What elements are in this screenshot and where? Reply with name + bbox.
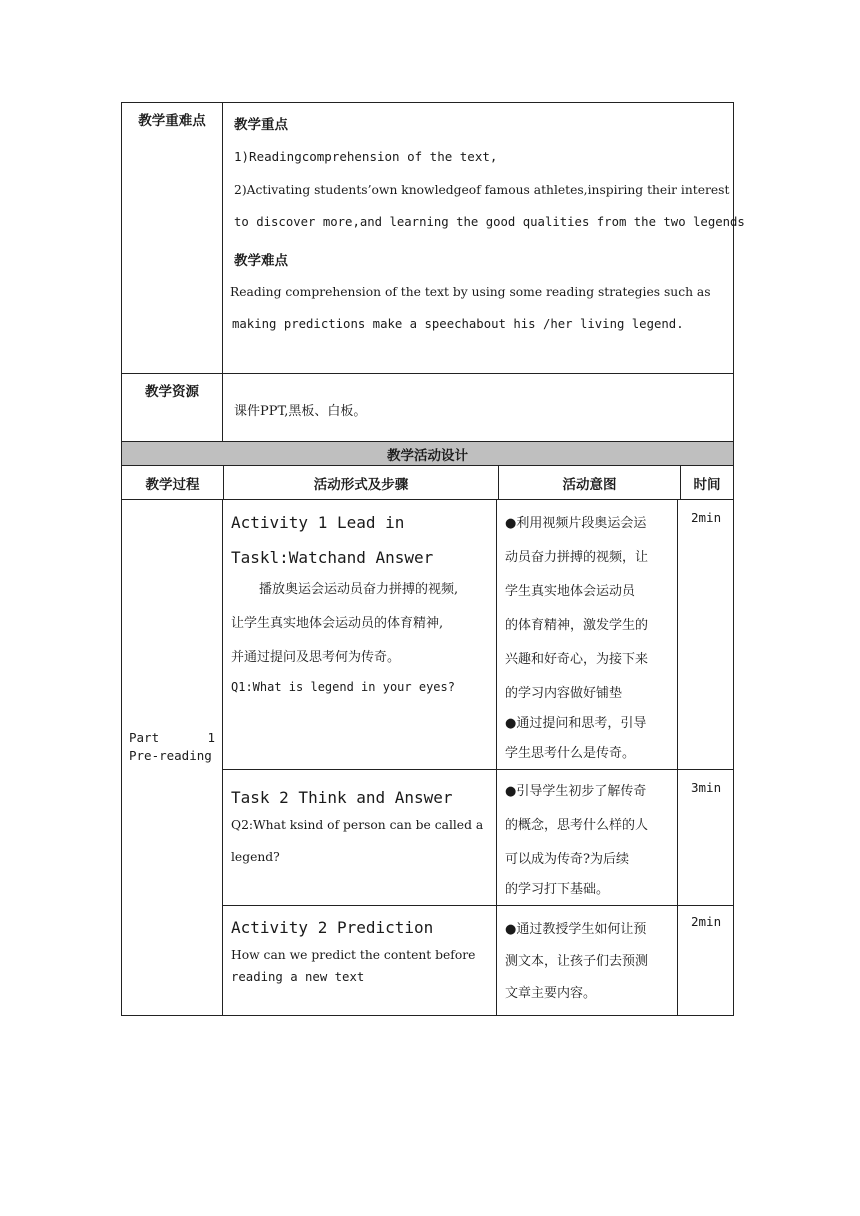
task2-time: 3min — [691, 780, 722, 795]
key-points-label: 教学重难点 — [122, 103, 223, 373]
activity2-time: 2min — [691, 914, 722, 929]
activity1-intent-7: ●通过提问和思考，引导 — [505, 716, 647, 731]
activity1-row — [223, 500, 733, 770]
activity1-intent-3: 学生真实地体会运动员 — [505, 584, 636, 599]
activity2-steps — [223, 906, 497, 1015]
activity1-intent-5: 兴趣和好奇心，为接下来 — [505, 652, 649, 667]
task2-question-1: Q2:What ksind of person can be called a — [231, 818, 484, 832]
part1-block — [121, 500, 734, 1016]
resources-row — [121, 374, 734, 442]
col-process: 教学过程 — [122, 466, 224, 499]
activity1-question: Q1:What is legend in your eyes? — [231, 680, 455, 694]
part1-label — [129, 729, 215, 765]
activity2-title: Activity 2 Prediction — [231, 918, 434, 937]
activity1-desc-3: 并通过提问及思考何为传奇。 — [231, 650, 401, 665]
part1-number: 1 — [207, 730, 215, 745]
task2-intent-3: 可以成为传奇?为后续 — [505, 852, 629, 867]
activity1-intent-8: 学生思考什么是传奇。 — [505, 746, 636, 761]
lesson-plan-table — [121, 102, 745, 1016]
task2-row — [223, 770, 733, 906]
activity1-desc-1: 播放奥运会运动员奋力拼搏的视频, — [259, 582, 459, 597]
task2-intent-2: 的概念，思考什么样的人 — [505, 818, 649, 833]
focus-item-2-line-1: 2)Activating students’own knowledgeof famous athletes,inspiring their interest — [234, 183, 730, 197]
activity1-intent-4: 的体育精神，激发学生的 — [505, 618, 649, 633]
activity1-intent-6: 的学习内容做好铺垫 — [505, 686, 623, 701]
activity2-question-2: reading a new text — [231, 970, 365, 984]
activity2-row — [223, 906, 733, 1015]
activity2-intent-1: ●通过教授学生如何让预 — [505, 922, 647, 937]
part1-subtitle: Pre-reading — [129, 748, 212, 763]
activity1-task: Taskl:Watchand Answer — [231, 548, 434, 567]
activity1-intent-2: 动员奋力拼搏的视频，让 — [505, 550, 649, 565]
col-steps: 活动形式及步骤 — [224, 466, 499, 499]
difficulty-line-2: making predictions make a speechabout his /her living legend. — [232, 317, 684, 331]
activity2-intent — [497, 906, 678, 1015]
col-time: 时间 — [693, 476, 721, 493]
part1-word: Part — [129, 730, 160, 745]
task2-time-cell — [678, 770, 733, 905]
activity1-desc-2: 让学生真实地体会运动员的体育精神, — [231, 616, 444, 631]
resources-text: 课件PPT,黑板、白板。 — [234, 404, 367, 419]
col-intent: 活动意图 — [499, 466, 681, 499]
activity1-steps — [223, 500, 497, 769]
activity2-intent-3: 文章主要内容。 — [505, 986, 597, 1001]
focus-heading: 教学重点 — [234, 117, 288, 133]
key-points-row — [121, 102, 745, 374]
activity1-time-cell — [678, 500, 733, 769]
activity-design-title: 教学活动设计 — [387, 447, 468, 464]
activity2-intent-2: 测文本，让孩子们去预测 — [505, 954, 649, 969]
activity-design-banner — [121, 442, 734, 466]
resources-content — [223, 374, 733, 441]
column-header-row — [121, 466, 734, 500]
difficulty-heading: 教学难点 — [234, 253, 288, 269]
activity2-question-1: How can we predict the content before — [231, 948, 476, 962]
part1-label-cell — [122, 500, 223, 1015]
task2-title: Task 2 Think and Answer — [231, 788, 453, 807]
resources-label: 教学资源 — [122, 374, 223, 441]
focus-item-2-line-2: to discover more,and learning the good qualities from the two legends — [234, 215, 745, 229]
activity1-title: Activity 1 Lead in — [231, 513, 405, 532]
key-points-content — [223, 103, 745, 373]
task2-intent-1: ●引导学生初步了解传奇 — [505, 784, 647, 799]
focus-item-1: 1)Readingcomprehension of the text, — [234, 149, 498, 164]
difficulty-line-1: Reading comprehension of the text by using some reading strategies such as — [230, 285, 711, 299]
task2-intent — [497, 770, 678, 905]
task2-intent-4: 的学习打下基础。 — [505, 882, 610, 897]
activity1-time: 2min — [691, 510, 722, 525]
activity1-intent-1: ●利用视频片段奥运会运 — [505, 516, 647, 531]
task2-steps — [223, 770, 497, 905]
task2-question-2: legend? — [231, 850, 280, 864]
activity1-intent — [497, 500, 678, 769]
activity2-time-cell — [678, 906, 733, 1015]
